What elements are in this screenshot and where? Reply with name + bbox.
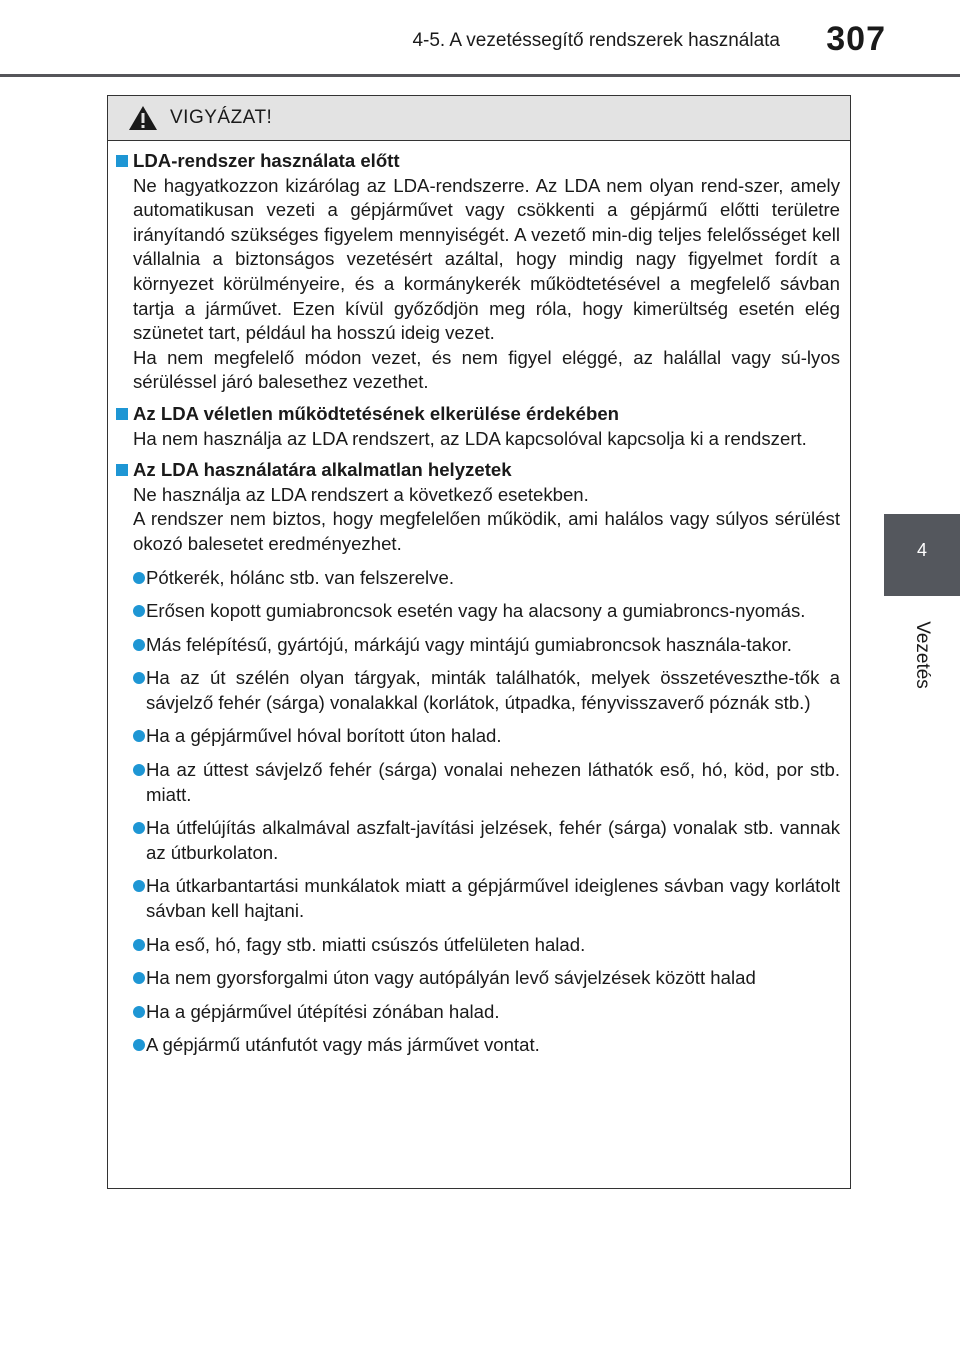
warning-title: VIGYÁZAT! bbox=[170, 107, 273, 128]
section-title: Az LDA használatára alkalmatlan helyzetek bbox=[116, 458, 840, 483]
circle-bullet-icon bbox=[133, 1039, 145, 1051]
circle-bullet-icon bbox=[133, 730, 145, 742]
list-item: Erősen kopott gumiabroncsok esetén vagy ha alacsony a gumiabroncs-nyomás. bbox=[116, 599, 840, 624]
circle-bullet-icon bbox=[133, 939, 145, 951]
page-header bbox=[0, 0, 960, 80]
list-item: Más felépítésű, gyártójú, márkájú vagy mintájú gumiabroncsok használa-takor. bbox=[116, 633, 840, 658]
list-item: Pótkerék, hólánc stb. van felszerelve. bbox=[116, 566, 840, 591]
warning-content bbox=[108, 141, 850, 1058]
list-item: Ha útkarbantartási munkálatok miatt a gépjárművel ideiglenes sávban vagy korlátolt sávban kell hajtani. bbox=[116, 874, 840, 923]
header-divider bbox=[0, 74, 960, 77]
warning-triangle-icon bbox=[128, 105, 158, 131]
circle-bullet-icon bbox=[133, 605, 145, 617]
section-lda-before-use bbox=[116, 149, 840, 395]
square-bullet-icon bbox=[116, 408, 128, 420]
list-item: Ha útfelújítás alkalmával aszfalt-javítási jelzések, fehér (sárga) vonalak stb. vannak az útburkolaton. bbox=[116, 816, 840, 865]
circle-bullet-icon bbox=[133, 822, 145, 834]
list-item: Ha eső, hó, fagy stb. miatti csúszós útfelületen halad. bbox=[116, 933, 840, 958]
list-item: Ha a gépjárművel útépítési zónában halad. bbox=[116, 1000, 840, 1025]
circle-bullet-icon bbox=[133, 639, 145, 651]
circle-bullet-icon bbox=[133, 1006, 145, 1018]
list-item: Ha nem gyorsforgalmi úton vagy autópályán levő sávjelzések között halad bbox=[116, 966, 840, 991]
paragraph: A rendszer nem biztos, hogy megfelelően működik, ami halálos vagy súlyos sérülést okozó balesetet eredményezhet. bbox=[133, 508, 840, 554]
warning-header bbox=[108, 96, 850, 141]
paragraph: Ne használja az LDA rendszert a következő esetekben. bbox=[133, 483, 589, 505]
circle-bullet-icon bbox=[133, 572, 145, 584]
square-bullet-icon bbox=[116, 155, 128, 167]
circle-bullet-icon bbox=[133, 972, 145, 984]
circle-bullet-icon bbox=[133, 880, 145, 892]
chapter-tab-number: 4 bbox=[916, 540, 927, 560]
chapter-tab-label-text: Vezetés bbox=[912, 621, 933, 689]
section-title: Az LDA véletlen működtetésének elkerülése érdekében bbox=[116, 402, 840, 427]
list-item: Ha az úttest sávjelző fehér (sárga) vonalai nehezen láthatók eső, hó, köd, por stb. miatt. bbox=[116, 758, 840, 807]
section-title: LDA-rendszer használata előtt bbox=[116, 149, 840, 174]
chapter-tab[interactable] bbox=[884, 514, 960, 596]
chapter-title: 4-5. A vezetéssegítő rendszerek használata bbox=[412, 30, 780, 51]
section-lda-accidental-activation bbox=[116, 402, 840, 451]
chapter-tab-label bbox=[884, 600, 960, 710]
paragraph: Ne hagyatkozzon kizárólag az LDA-rendszerre. Az LDA nem olyan rend-szer, amely automatikusan vezeti a gépjárművet vagy csökkenti a gépjármű előtti területre irányítandó szükséges figyelem mennyiségét. A vezető min-dig teljes felelősséget kell vállalnia a biztonságos vezetésért azáltal, hogy mindig nagy figyelmet fordít a környezet körülményeire, és a kormánykerék működtetésével a megfelelő sávban tartja a járművet. Ezen kívül győződjön meg róla, hogy kimerültség esetén elég szünetet tart, például ha hosszú ideig vezet. bbox=[133, 174, 840, 344]
circle-bullet-icon bbox=[133, 672, 145, 684]
paragraph: Ha nem megfelelő módon vezet, és nem figyel eléggé, az halállal vagy sú-lyos sérüléssel járó balesethez vezethet. bbox=[133, 346, 840, 393]
warning-box bbox=[107, 95, 851, 1189]
section-lda-unsuitable-situations bbox=[116, 458, 840, 1058]
list-item: Ha a gépjárművel hóval borított úton halad. bbox=[116, 724, 840, 749]
circle-bullet-icon bbox=[133, 764, 145, 776]
paragraph: Ha nem használja az LDA rendszert, az LDA kapcsolóval kapcsolja ki a rendszert. bbox=[133, 427, 807, 449]
square-bullet-icon bbox=[116, 464, 128, 476]
list-item: Ha az út szélén olyan tárgyak, minták találhatók, melyek összetéveszthe-tők a sávjelző fehér (sárga) vonalakkal (korlátok, útpadka, fényvisszaverő póznák stb.) bbox=[116, 666, 840, 715]
list-item: A gépjármű utánfutót vagy más járművet vontat. bbox=[116, 1033, 840, 1058]
page-number: 307 bbox=[826, 20, 886, 58]
